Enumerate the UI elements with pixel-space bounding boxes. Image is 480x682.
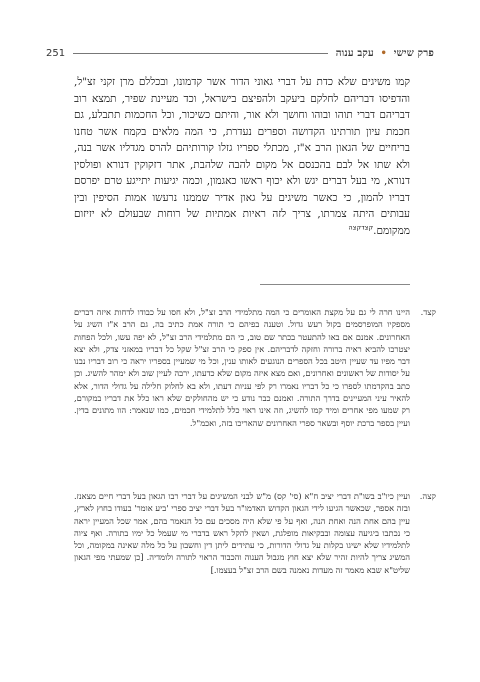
- header-rule: [73, 53, 328, 54]
- footnote-text: היינו חרה לי גם על מקצת האומרים כי המה מתלמידי הרב זצ"ל, ולא חסו על כבודו לדחות איזה דברים מספקיו המופרסמים בקול רעש גדול. וטענה בפיהם כי תורה אמת כתיב בה, גם הרב א"ז השיג על האחרונים. אמנם אם באו להתעטר בכתר שם טוב, כי הם מתלמידי הרב זצ"ל, לא יפה עשו, ולכל הפחות יצטרכו להביא ראיה ברורה וחזקה לדבריהם. אין ספק כי הרב זצ"ל שקל כל דבריו במאזני צדק, ולא יצא דבר מפיו עד שעיין היטב בכל הספרים הנוגעים לאותו ענין, וכל מי שמעיין בספריו יראה כי רוב דבריו נבנו על יסודות של ראשונים ואחרונים, ואם מצא איזה מקום שלא כדעתו, ירבה לעיין שוב ולא ימהר להשיג. וכן כתב בהקדמתו לספרו כי כל דבריו נאמרו רק לפי עניות דעתו, ולא בא לחלוק חלילה על גדולי הדור, אלא להאיר עיני המעיינים בדרך התורה. ואמנם כבר נודע כי יש מהחולקים שלא ראו כלל את דבריו במקורם, רק שמעו מפי אחרים ומיד קמו להשיג, וזה אינו ראוי כלל לתלמידי חכמים, כמו שנאמר: הוו מתונים בדין. ועיין בספר ברכת יוסף ובשאר ספרי האחרונים שהאריכו בזה, ואכמ"ל.: [74, 307, 410, 428]
- footnote-ref-1[interactable]: קצד: [361, 223, 374, 231]
- footnote-text: ועיין כיו"ב בשו"ת דברי יציב ח"א (סי' קס) מ"ש לבני המשיגים על דברי רבו הגאון בעל דברי חיים מצאנז. ובזה אספר, שכאשר הגיעו לידי הגאון הקדוש האדמו"ר בעל דברי יציב ספרי 'ביע אומר' בעודו בחוץ לארץ, עיין בהם אחת הנה ואחת הנה, ואף על פי שלא היה מסכים עם כל הנאמר בהם, אמר שכל המעיין יראה כי נכתבו ביגיעה עצומה ובבקיאות מופלגת, ושאין להקל ראש בדברי מי שעמל כל ימיו בתורה. ואף ציוה לתלמידיו שלא ישיגו בקלות על גדולי הדורות, כי עתידים ליתן דין וחשבון על כל מלה שאינה במקומה, וכל המשיג צריך להיות זהיר שלא יצא חוץ מגבול הענוה והכבוד הראוי לתורה ולומדיה. [כן שמעתי מפי הגאון שליט"א שבא מאמר זה מעדות נאמנה בשם הרב זצ"ל בעצמו.]: [74, 491, 410, 575]
- footnote-number: קצה.: [419, 491, 436, 501]
- running-title: [336, 48, 434, 59]
- main-body-text: קמו משיגים שלא כדת על דברי גאוני הדור אשר קדמונו, ובכללם מרן זקני זצ"ל, והדפיסו דבריהם לחלקם ביעקב ולהפיצם בישראל, וכד מעיינת שפיר, תמצא רוב דבריהם דברי תוהו ובוהו וחושך ולא אור, והיתם כשיכור, וכל החכמות תתבלע, גם חכמת עיון תורתינו הקדושה וספרים נעדרת, כי המה מלאים בקמח אשר טחנו בריחיים של הגאון הרב א"ז, מכתלי ספריו גזלו קורותיהם להרס מגדליו אשר בנה, ולא שתו אל לבם בהכנסם אל מקום להבה שלהבת, אתר דזקוקין דנורא ופולסין דנורא, מי בעל דברים יגש ולא יכוף ראשו כאגמון, וכמה יגיעות יתייגע טרם יפרסם דבריו להמון, כי כאשר משיגים על גאון אדיר שממנו נרעשו אמות הסיפין ובין עבותים היתה צמרתו, צריך לזה ראיות אמתיות של רוחות שבעולם לא יזיזום ממקומם.: [74, 76, 410, 237]
- chapter-title: פרק שישי: [393, 47, 434, 59]
- footnote: [74, 306, 436, 429]
- footnote: [74, 490, 436, 576]
- page-number: 251: [46, 47, 66, 59]
- footnote-ref-2[interactable]: קצה: [348, 223, 362, 231]
- footnote-separator: [260, 284, 410, 285]
- footnote-number: קצד.: [420, 307, 436, 317]
- main-text-block: [74, 74, 410, 239]
- section-title: עקב ענוה: [335, 47, 374, 59]
- title-separator: •: [380, 47, 388, 59]
- running-header: [46, 46, 434, 60]
